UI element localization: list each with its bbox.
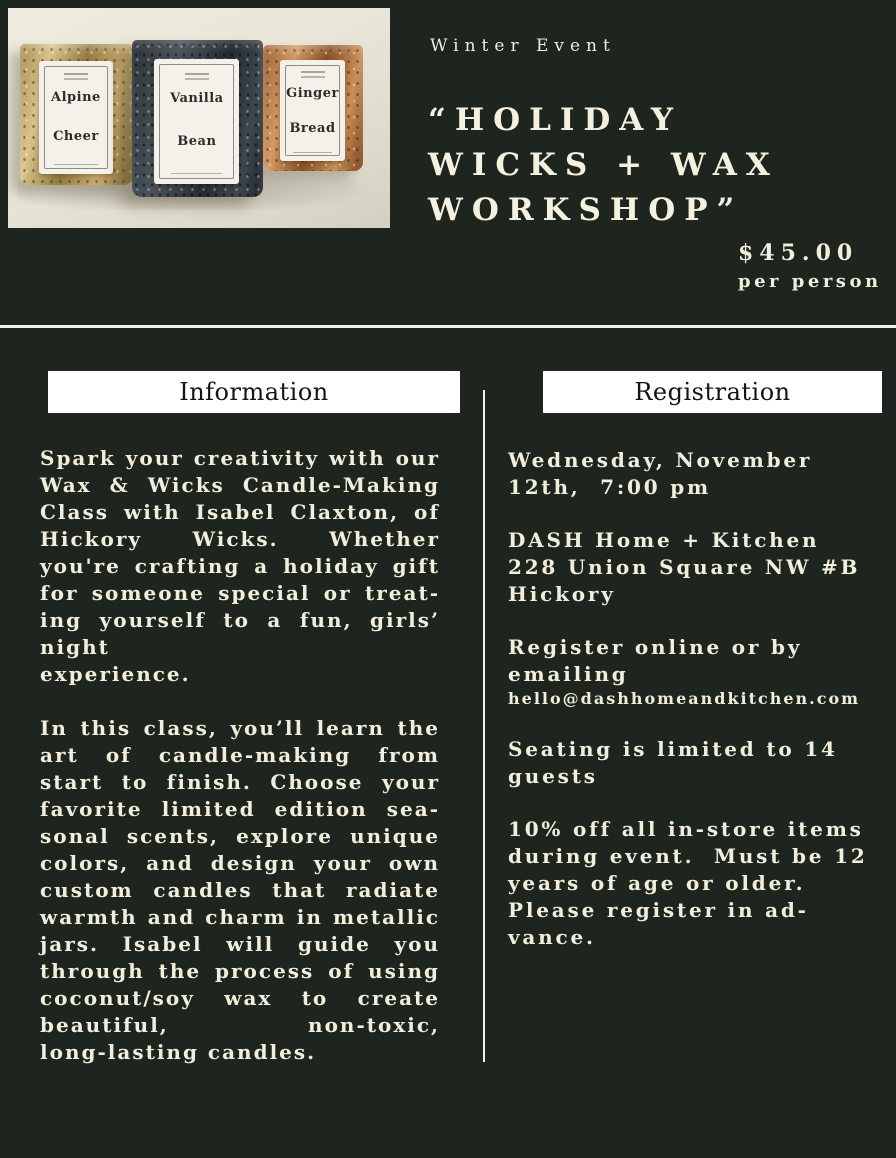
registration-datetime <box>508 447 870 501</box>
candle-jar-copper <box>263 45 363 171</box>
event-title <box>428 98 868 233</box>
text-line: 10% off all in-store items <box>508 817 864 841</box>
text-line: 228 Union Square NW #B <box>508 555 861 579</box>
candle-label <box>280 60 345 161</box>
information-header-bar <box>48 371 460 413</box>
text-line: coconut/soy wax to create <box>40 986 440 1010</box>
text-line: experience. <box>40 662 191 686</box>
label-frame <box>44 66 107 169</box>
text-line: years of age or older. <box>508 871 806 895</box>
information-paragraph-1 <box>40 445 440 688</box>
candle-photo <box>8 8 390 228</box>
text-line: sonal scents, explore unique <box>40 824 440 848</box>
text-line: ing yourself to a fun, girls’ <box>40 608 440 632</box>
candle-scent-name: Cheer <box>53 128 99 144</box>
registration-body <box>508 447 870 977</box>
candle-scent-name: Vanilla <box>170 91 224 107</box>
label-fineprint <box>293 152 332 153</box>
text-line: you're crafting a holiday gift <box>40 554 440 578</box>
text-line: Wednesday, November <box>508 448 813 472</box>
text-line: for someone special or treat- <box>40 581 440 605</box>
text-line: favorite limited edition sea- <box>40 797 440 821</box>
text-line: Spark your creativity with our <box>40 446 440 470</box>
information-header-label: Information <box>179 378 329 406</box>
information-paragraph-2 <box>40 715 440 1066</box>
candle-scent-name: Bread <box>289 120 336 136</box>
text-line: Wax & Wicks Candle-Making <box>40 473 440 497</box>
horizontal-divider <box>0 325 896 328</box>
text-line: long-lasting candles. <box>40 1040 317 1064</box>
text-line: Please register in ad- <box>508 898 809 922</box>
label-frame <box>285 65 340 156</box>
text-line: custom candles that radiate <box>40 878 440 902</box>
brand-logo-mark <box>64 73 88 80</box>
text-line: vance. <box>508 925 596 949</box>
text-line: In this class, you’ll learn the <box>40 716 440 740</box>
text-line: Register online or by <box>508 635 803 659</box>
text-line: night <box>40 635 110 659</box>
candle-scent-name: Bean <box>177 134 217 150</box>
candle-scent-name: Ginger <box>286 86 339 102</box>
text-line: Hickory <box>508 582 616 606</box>
registration-location <box>508 527 870 608</box>
candle-jar-charcoal <box>132 40 263 197</box>
text-line: through the process of using <box>40 959 440 983</box>
text-line: emailing <box>508 662 629 686</box>
registration-email: hello@dashhomeandkitchen.com <box>508 689 861 708</box>
text-line: beautiful, non-toxic, <box>40 1013 440 1037</box>
registration-howto <box>508 634 870 688</box>
text-line: WICKS + WAX <box>428 147 779 183</box>
text-line: “HOLIDAY <box>428 102 682 138</box>
registration-seating <box>508 736 870 790</box>
registration-notes <box>508 816 870 951</box>
price: $45.00 <box>738 240 859 266</box>
candle-scent-name: Alpine <box>51 90 101 106</box>
label-frame <box>159 64 234 180</box>
price-block <box>738 240 882 292</box>
candle-label <box>154 59 239 185</box>
candle-label <box>39 61 112 174</box>
text-line: during event. Must be 12 <box>508 844 868 868</box>
price-unit: per person <box>738 271 882 292</box>
label-fineprint <box>171 173 222 174</box>
text-line: start to finish. Choose your <box>40 770 440 794</box>
candle-jar-gold <box>20 44 133 185</box>
text-line: WORKSHOP” <box>428 192 744 228</box>
text-line: art of candle-making from <box>40 743 440 767</box>
text-line: 12th, 7:00 pm <box>508 475 711 499</box>
text-line: Class with Isabel Claxton, of <box>40 500 440 524</box>
brand-logo-mark <box>185 73 209 80</box>
registration-header-bar <box>543 371 882 413</box>
text-line: warmth and charm in metallic <box>40 905 440 929</box>
text-line: DASH Home + Kitchen <box>508 528 820 552</box>
text-line: colors, and design your own <box>40 851 440 875</box>
text-line: Hickory Wicks. Whether <box>40 527 440 551</box>
label-fineprint <box>54 164 98 165</box>
vertical-divider <box>483 390 485 1062</box>
eyebrow-winter-event: Winter Event <box>430 36 616 56</box>
registration-header-label: Registration <box>634 378 791 406</box>
text-line: guests <box>508 764 598 788</box>
brand-logo-mark <box>301 71 325 78</box>
text-line: Seating is limited to 14 <box>508 737 838 761</box>
information-body <box>40 445 440 1093</box>
text-line: jars. Isabel will guide you <box>40 932 440 956</box>
